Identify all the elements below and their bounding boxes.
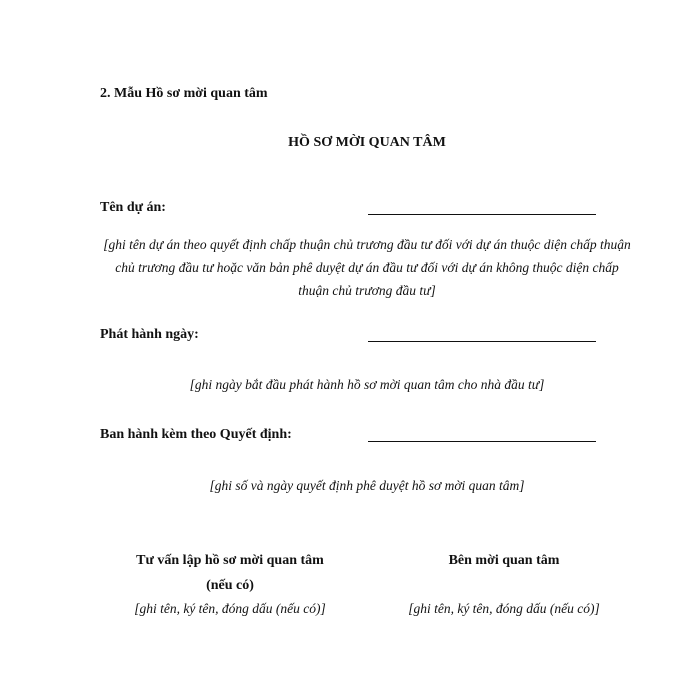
issue-date-note: [ghi ngày bắt đầu phát hành hồ sơ mời quan tâm cho nhà đầu tư] [189,377,545,392]
consultant-signature-block [100,548,360,617]
consultant-subtitle: (nếu có) [206,578,254,593]
project-name-label: Tên dự án: [100,200,166,215]
project-name-blank-line [368,214,596,215]
issue-date-blank-line [368,341,596,342]
decision-note: [ghi số và ngày quyết định phê duyệt hồ sơ mời quan tâm] [209,478,525,493]
issue-date-label: Phát hành ngày: [100,327,199,342]
decision-label: Ban hành kèm theo Quyết định: [100,427,292,442]
section-heading: 2. Mẫu Hồ sơ mời quan tâm [100,86,268,101]
consultant-title: Tư vấn lập hồ sơ mời quan tâm [136,553,324,568]
inviting-party-signature-note: [ghi tên, ký tên, đóng dấu (nếu có)] [408,601,600,616]
inviting-party-title: Bên mời quan tâm [448,553,560,568]
decision-blank-line [368,441,596,442]
document-title: HỒ SƠ MỜI QUAN TÂM [288,135,446,150]
inviting-party-spacer [376,573,632,598]
project-name-note: [ghi tên dự án theo quyết định chấp thuận chủ trương đầu tư đối với dự án thuộc diện chấp thuận chủ trương đầu tư hoặc văn bản phê duyệt dự án đầu tư đối với dự án không thuộc diện chấp thuận chủ trương đầu tư] [103,237,631,298]
inviting-party-signature-block [376,548,632,617]
consultant-signature-note: [ghi tên, ký tên, đóng dấu (nếu có)] [134,601,326,616]
